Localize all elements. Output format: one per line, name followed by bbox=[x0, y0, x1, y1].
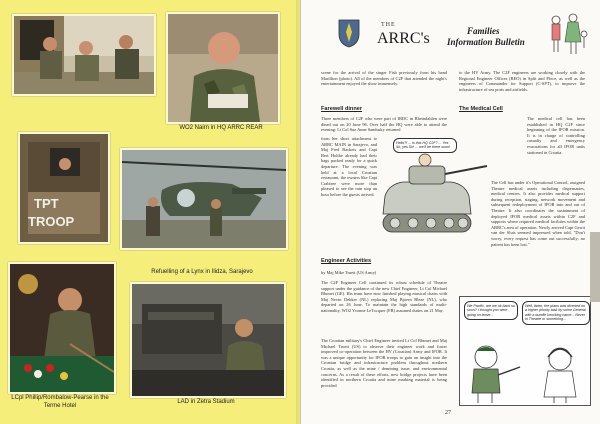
family-figures-icon bbox=[545, 12, 589, 61]
page-edge-tab bbox=[590, 232, 600, 302]
col1-farewell-p1: Three members of C2F who were part of IRDC in Rheindahlen were dined out on 20 June 96. Over half the HQ were able to attend the evening: Lt Col Sue Anne Sandusky returned bbox=[321, 116, 447, 133]
photo-three-soldiers bbox=[12, 14, 156, 96]
masthead-subtitle-1: Families bbox=[467, 26, 500, 36]
tank-speech-bubble: Hello?! ... is this HQ C2F? ... Yes Sir, yes Sir! ... we'll be there soon! bbox=[393, 138, 457, 153]
tank-cartoon bbox=[379, 136, 489, 260]
caption-refuelling: Refuelling of a Lynx in Ilidza, Sarajevo bbox=[151, 269, 253, 275]
children-cartoon bbox=[459, 296, 591, 406]
girl-speech-bubble: Well, listen, the plans was diverted on a higher priority task by some General with a bundle knocking name... Never in Theatre or something... bbox=[522, 301, 590, 325]
tpt-text-1: TPT bbox=[34, 196, 59, 211]
caption-lad: LAD in Zetra Stadium bbox=[177, 399, 235, 405]
photo-tpt-troop bbox=[18, 132, 110, 244]
col1-engineer-p1: The C2F Engineer Cell continued its robust schedule of Theatre support under the guidance of the new Chief Engineer, Lt Col Michael Blumet (GE). His team have now finished playing musical chairs with Maj Nevin Dekker (NL) replacing Maj Bjoern Bleze (NL), who departed on 26 June. To maintain the high standards of multi-nationality, WO2 Yvonne LeTocquer (FR) assumed duties on 21 May. bbox=[321, 280, 447, 313]
photo-lcpl-phillip bbox=[8, 262, 116, 394]
col1-engineer-p2: The Croatian military's Chief Engineer invited Lt Col Blumet and Maj Michael Truett (US) to observe their engineer work and foster improved co-operation between the HV (Croatian) Army and IFOR. It was a unique opportunity for IFOR troops to gain an insight into the Croatian bridge and infrastructure problem throughout northern Croatia, as well as the mine / demining issue, and environmental concerns. As a result of these efforts, new bridge projects have been identified in northern Croatia and mine marking material is being provided bbox=[321, 338, 447, 388]
masthead-the: THE bbox=[381, 22, 396, 28]
masthead-title: ARRC's bbox=[377, 30, 430, 47]
heading-engineer-activities: Engineer Activities bbox=[321, 258, 372, 264]
heading-farewell-dinner: Farewell dinner bbox=[321, 106, 363, 112]
col2-medical-p2: The Cell has under it's Operational Control, assigned Theatre medical assets including dispensaries, medical centres. It also provides medical support during reception, staging, network movement and subsequent redeployment of IFOR into and out of Theatre. It also coordinates the sustainment of deployed IFOR medical assets within C2F and supports where required medical facilities within the ARRC's area of operation. Newly arrived Capt Gerrit van der Sluis seemed impressed when told, "Don't worry, every request has come out successfully; no patient has been lost." bbox=[491, 180, 585, 247]
photo-lad-zetra bbox=[130, 282, 286, 398]
arrc-shield-icon bbox=[337, 18, 361, 53]
page-number: 27 bbox=[445, 410, 451, 416]
masthead-subtitle-2: Information Bulletin bbox=[447, 37, 525, 47]
heading-medical-cell: The Medical Cell bbox=[459, 106, 503, 112]
masthead bbox=[301, 0, 600, 64]
caption-lcpl-phillip: LCpl Phillip/Rombalow-Pearse in the Terme Hotel bbox=[11, 395, 109, 409]
article-page bbox=[300, 0, 600, 424]
col2-medical-p1: The medical cell has been established in HQ C2F since beginning of the IFOR mission. It is in charge of controlling casualty and emergency evacuations for all IFOR units stationed in Croatia. bbox=[527, 116, 585, 155]
photo-lynx-refuelling bbox=[120, 148, 288, 250]
col2-intro: to the HV Army. The C2F engineers are working closely with the Regional Engineer Offices (REO) in Split and Ploce, as well as the engineers of Commander for Support (C-SPT), to improve the infrastructure of sea ports and airfields. bbox=[459, 70, 585, 92]
col1-intro: scene for the arrival of the singer Fish previously from his band Marillion (photo). All of the members of C2F that attended the night's entertainment enjoyed the show immensely. bbox=[321, 70, 447, 87]
tpt-text-2: TROOP bbox=[28, 214, 75, 229]
boy-speech-bubble: We Pacific, are we ok back so soon? I thought you were going on leave... bbox=[464, 301, 518, 320]
photo-wo2-nairn bbox=[166, 12, 280, 124]
col1-farewell-p2: from her short attachment to ARRC MAIN in Sarajevo, and Maj Fred Backeis and Capt Bert Holthe already had their bags packed ready for a quick departure. The evening was held at a local Croatian restaurant, the owners like Capt Crabtree were more than pleased to see the rain stop an hour before the guests arrived. bbox=[321, 136, 377, 197]
caption-wo2-nairn: WO2 Nairn in HQ ARRC REAR bbox=[179, 125, 263, 131]
engineer-byline: by Maj Mike Truett (US Army) bbox=[321, 270, 377, 275]
